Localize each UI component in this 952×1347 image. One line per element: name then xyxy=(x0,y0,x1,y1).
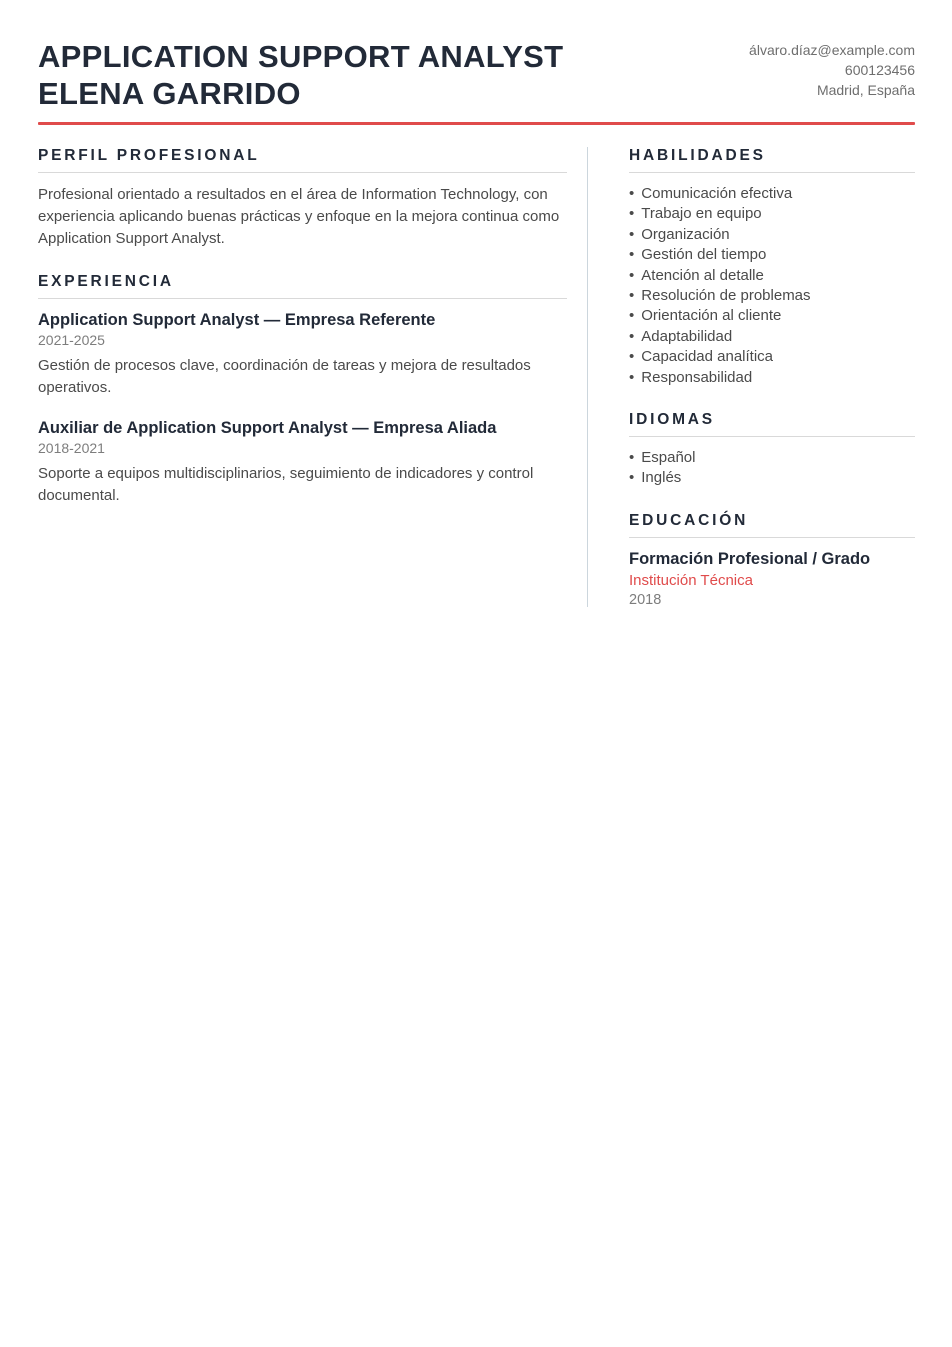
skill-item: • Orientación al cliente xyxy=(629,306,915,326)
contact-location: Madrid, España xyxy=(816,82,915,98)
contact-phone: 600123456 xyxy=(844,62,915,78)
skills-heading: HABILIDADES xyxy=(629,147,915,173)
skill-item: • Adaptabilidad xyxy=(629,327,915,347)
language-item: • Español xyxy=(629,448,915,468)
skill-item: • Responsabilidad xyxy=(629,368,915,388)
title-name: ELENA GARRIDO xyxy=(38,76,301,111)
resume-page xyxy=(0,0,952,608)
experience-heading: EXPERIENCIA xyxy=(38,273,567,299)
job-description: Soporte a equipos multidisciplinarios, seguimiento de indicadores y control documental. xyxy=(38,465,534,504)
skill-item: • Comunicación efectiva xyxy=(629,184,915,204)
language-item: • Inglés xyxy=(629,468,915,488)
section-education xyxy=(629,512,915,608)
job-title: Auxiliar de Application Support Analyst — Empresa Aliada xyxy=(38,419,497,437)
column-divider xyxy=(587,147,588,607)
job-dates: 2018-2021 xyxy=(38,440,105,456)
profile-text: Profesional orientado a resultados en el área de Information Technology, con experiencia aplicando buenas prácticas y enfoque en la mejora continua como Application Support Analyst. xyxy=(38,186,560,247)
skill-item: • Gestión del tiempo xyxy=(629,245,915,265)
profile-heading: PERFIL PROFESIONAL xyxy=(38,147,567,173)
education-year: 2018 xyxy=(629,591,662,608)
contact-email: álvaro.díaz@example.com xyxy=(749,42,915,58)
section-experience xyxy=(38,273,567,507)
education-heading: EDUCACIÓN xyxy=(629,512,915,538)
resume-header xyxy=(38,38,915,112)
contact-info xyxy=(749,38,915,100)
right-column xyxy=(629,147,915,608)
section-profile xyxy=(38,147,567,250)
skill-item: • Trabajo en equipo xyxy=(629,204,915,224)
job-entry xyxy=(38,418,567,507)
page-title xyxy=(38,38,563,112)
resume-body xyxy=(38,147,915,608)
skill-item: • Capacidad analítica xyxy=(629,347,915,367)
left-column xyxy=(38,147,567,507)
section-languages xyxy=(629,411,915,489)
skill-item: • Resolución de problemas xyxy=(629,286,915,306)
education-institution: Institución Técnica xyxy=(629,571,753,589)
languages-heading: IDIOMAS xyxy=(629,411,915,437)
skill-item: • Organización xyxy=(629,225,915,245)
title-role: APPLICATION SUPPORT ANALYST xyxy=(38,39,564,74)
job-title: Application Support Analyst — Empresa Referente xyxy=(38,311,436,329)
job-entry xyxy=(38,310,567,399)
education-degree: Formación Profesional / Grado xyxy=(629,549,871,568)
job-dates: 2021-2025 xyxy=(38,332,105,348)
job-description: Gestión de procesos clave, coordinación de tareas y mejora de resultados operativos. xyxy=(38,357,531,396)
section-skills xyxy=(629,147,915,388)
languages-list xyxy=(629,448,915,489)
skills-list xyxy=(629,184,915,388)
header-accent-rule xyxy=(38,122,915,125)
skill-item: • Atención al detalle xyxy=(629,266,915,286)
